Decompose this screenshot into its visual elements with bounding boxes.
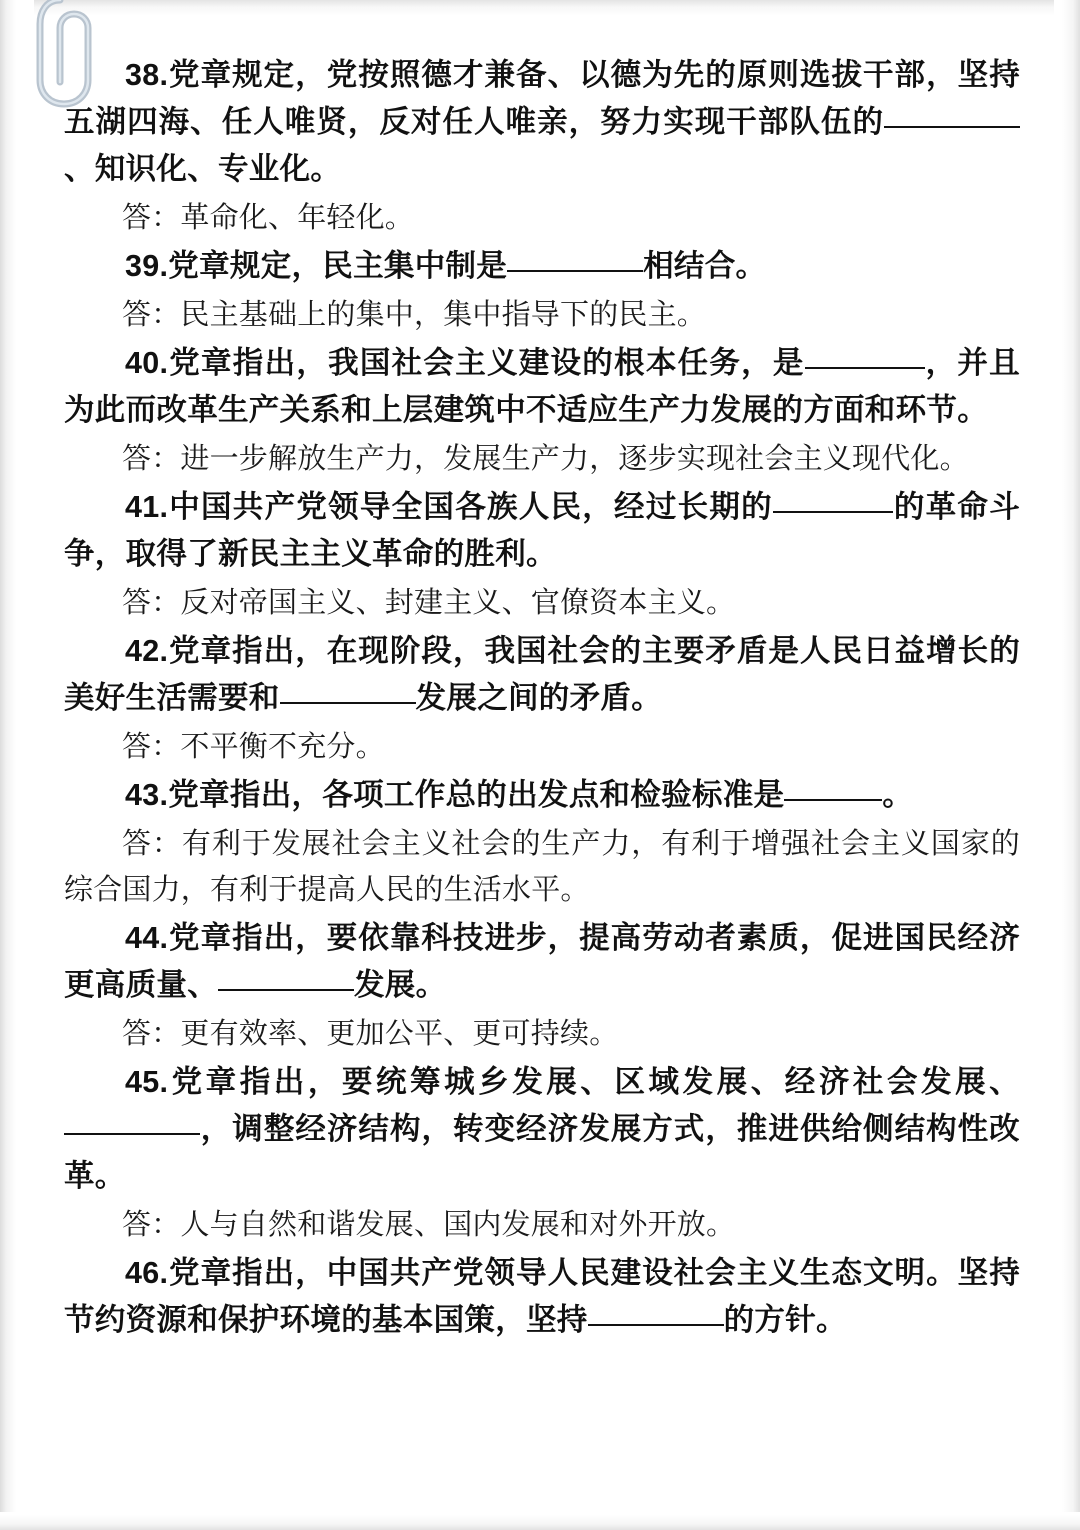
paper-edge-bottom [0,1512,1080,1530]
question-44-suffix: 发展。 [354,968,447,1002]
notes-content [64,52,1020,1492]
question-46 [64,1250,1020,1344]
question-42-suffix: 发展之间的矛盾。 [415,681,663,715]
question-43-prefix: 43.党章指出，各项工作总的出发点和检验标准是 [125,778,785,812]
question-39 [64,243,1020,290]
question-46-suffix: 的方针。 [723,1303,847,1337]
answer-41: 答：反对帝国主义、封建主义、官僚资本主义。 [122,587,736,619]
question-41 [64,484,1020,578]
question-38-suffix: 、知识化、专业化。 [64,152,342,186]
fill-blank [805,367,925,369]
paper-edge-left [0,0,34,1530]
question-40-suffix: ，并且为此而改革生产关系和上层建筑中不适应生产力发展的方面和环节。 [64,346,1020,427]
fill-blank [884,126,1020,128]
question-45-suffix: ，调整经济结构，转变经济发展方式，推进供给侧结构性改革。 [64,1112,1020,1193]
answer-45: 答：人与自然和谐发展、国内发展和对外开放。 [122,1209,736,1241]
question-41-suffix: 的革命斗争，取得了新民主主义革命的胜利。 [64,490,1021,571]
question-39-prefix: 39.党章规定，民主集中制是 [125,249,508,283]
question-42-prefix: 42.党章指出，在现阶段，我国社会的主要矛盾是人民日益增长的美好生活需要和 [64,634,1020,715]
question-43 [64,772,1020,819]
question-39-suffix: 相结合。 [643,249,767,283]
question-41-prefix: 41.中国共产党领导全国各族人民，经过长期的 [125,490,773,524]
fill-blank [784,799,882,801]
question-38-prefix: 38.党章规定，党按照德才兼备、以德为先的原则选拔干部，坚持五湖四海、任人唯贤，反对任人唯亲，努力实现干部队伍的 [64,58,1020,139]
question-43-suffix: 。 [882,778,914,812]
question-38 [64,52,1020,193]
question-44 [64,915,1020,1009]
fill-blank [64,1133,200,1135]
answer-39: 答：民主基础上的集中，集中指导下的民主。 [122,299,707,331]
answer-42: 答：不平衡不充分。 [122,731,385,763]
answer-40: 答：进一步解放生产力，发展生产力，逐步实现社会主义现代化。 [122,443,969,475]
question-44-prefix: 44.党章指出，要依靠科技进步，提高劳动者素质，促进国民经济更高质量、 [64,921,1020,1002]
question-46-prefix: 46.党章指出，中国共产党领导人民建设社会主义生态文明。坚持节约资源和保护环境的基本国策，坚持 [64,1256,1020,1337]
question-45 [64,1059,1020,1200]
paper-edge-top [0,0,1080,20]
paper-edge-right [1054,0,1080,1530]
question-40-prefix: 40.党章指出，我国社会主义建设的根本任务，是 [125,346,805,380]
answer-38: 答：革命化、年轻化。 [122,202,415,234]
answer-43: 答：有利于发展社会主义社会的生产力，有利于增强社会主义国家的综合国力，有利于提高人民的生活水平。 [64,828,1020,906]
fill-blank [507,270,643,272]
question-45-prefix: 45.党章指出，要统筹城乡发展、区域发展、经济社会发展、 [125,1065,1020,1099]
fill-blank [280,702,416,704]
question-40 [64,340,1020,434]
question-42 [64,628,1020,722]
answer-44: 答：更有效率、更加公平、更可持续。 [122,1018,619,1050]
fill-blank [218,989,354,991]
fill-blank [588,1324,724,1326]
fill-blank [773,511,893,513]
paperclip-icon [30,0,120,114]
